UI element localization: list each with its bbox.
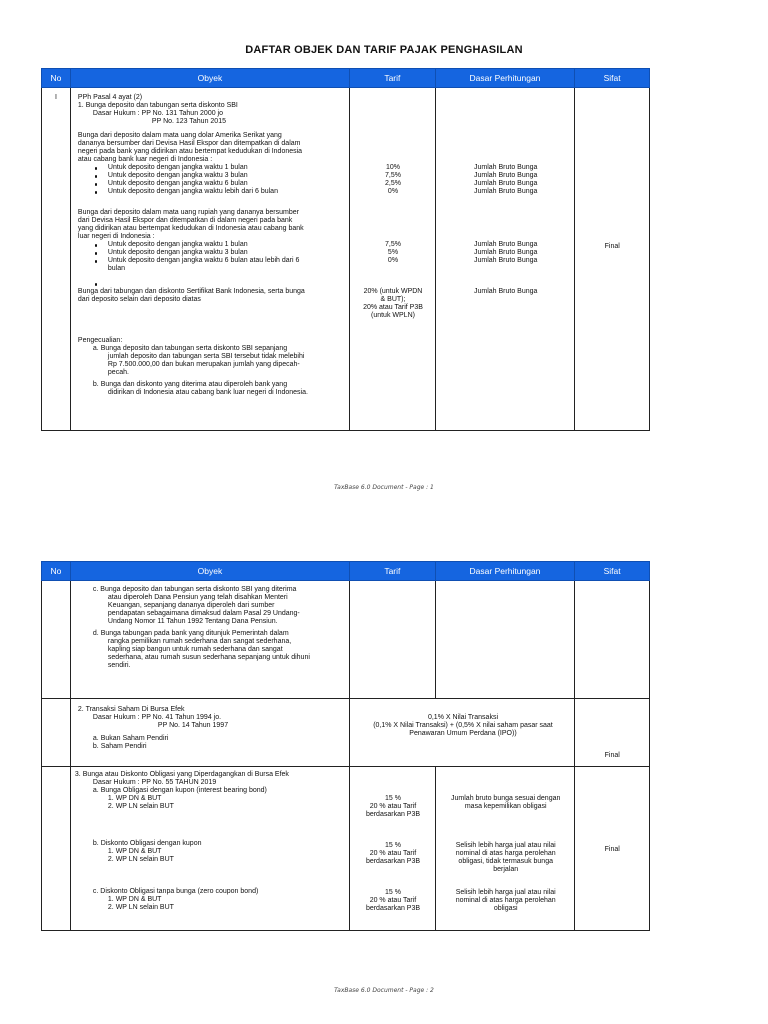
tarif-value: 5% (387, 249, 399, 256)
obyek-text: Untuk deposito dengan jangka waktu 6 bulan (107, 180, 248, 187)
obyek-text: dari deposito selain dari deposito diatas (77, 296, 201, 303)
tarif-value: 7,5% (385, 241, 401, 248)
obyek-text: b. Diskonto Obligasi dengan kupon (92, 840, 202, 847)
obyek-text: pecah. (107, 369, 129, 376)
dasar-value: Selisih lebih harga jual atau nilai (455, 842, 556, 849)
obyek-text: Untuk deposito dengan jangka waktu lebih dari 6 bulan (107, 188, 278, 195)
dasar-value: Jumlah Bruto Bunga (473, 288, 538, 295)
obyek-text: 3. Bunga atau Diskonto Obligasi yang Diperdagangkan di Bursa Efek (74, 771, 289, 778)
obyek-text: Rp 7.500.000,00 dan bukan merupakan jumlah yang dipecah- (107, 361, 300, 368)
tarif-value: 2,5% (385, 180, 401, 187)
tarif-value: 20 % atau Tarif (369, 803, 417, 810)
obyek-text: Dasar Hukum : PP No. 131 Tahun 2000 jo (92, 110, 224, 117)
obyek-text: Undang Nomor 11 Tahun 1992 Tentang Dana Pensiun. (107, 618, 278, 625)
tarif-value: & BUT); (380, 296, 406, 303)
dasar-value: nominal di atas harga perolehan (455, 897, 556, 904)
bullet-icon (95, 167, 98, 170)
dasar-value: Jumlah Bruto Bunga (473, 180, 538, 187)
bullet-icon (95, 283, 98, 286)
obyek-text: sendiri. (107, 662, 131, 669)
row-number: I (55, 94, 57, 101)
header-tarif: Tarif (350, 562, 436, 580)
obyek-text: dananya bersumber dari Devisa Hasil Ekspor dan ditempatkan di dalam (77, 140, 301, 147)
dasar-value: Jumlah Bruto Bunga (473, 241, 538, 248)
obyek-text: 2. WP LN selain BUT (107, 904, 174, 911)
header-sifat: Sifat (603, 566, 621, 576)
dasar-value: Jumlah Bruto Bunga (473, 172, 538, 179)
tarif-value: 0% (387, 257, 399, 264)
tarif-value: (untuk WPLN) (371, 312, 415, 319)
obyek-text: pendapatan sebagaimana dimaksud dalam Pasal 29 Undang- (107, 610, 300, 617)
table-header (41, 68, 650, 88)
tarif-value: 15 % (385, 795, 401, 802)
header-sifat: Sifat (603, 73, 621, 83)
tarif-value: 7,5% (385, 172, 401, 179)
obyek-text: 2. Transaksi Saham Di Bursa Efek (77, 706, 185, 713)
dasar-value: Jumlah Bruto Bunga (473, 164, 538, 171)
sifat-value: Final (604, 846, 620, 853)
obyek-text: kapling siap bangun untuk rumah sederhana dan sangat (107, 646, 283, 653)
tax-table-page-2 (41, 561, 650, 931)
table-row (41, 767, 650, 931)
header-dasar: Dasar Perhitungan (436, 562, 576, 580)
obyek-text: 2. WP LN selain BUT (107, 856, 174, 863)
obyek-text: luar negeri di Indonesia : (77, 233, 155, 240)
obyek-text: Untuk deposito dengan jangka waktu 1 bulan (107, 241, 248, 248)
obyek-text: Untuk deposito dengan jangka waktu 3 bulan (107, 249, 248, 256)
obyek-text: PPh Pasal 4 ayat (2) (77, 94, 143, 101)
obyek-text: jumlah deposito dan tabungan serta SBI tersebut tidak melebihi (107, 353, 305, 360)
obyek-text: 1. WP DN & BUT (107, 848, 162, 855)
obyek-text: a. Bunga Obligasi dengan kupon (interest bearing bond) (92, 787, 267, 794)
dasar-value: Jumlah bruto bunga sesuai dengan (451, 795, 561, 802)
tarif-value: 15 % (385, 842, 401, 849)
obyek-text: d. Bunga tabungan pada bank yang ditunjuk Pemerintah dalam (92, 630, 289, 637)
tarif-value: 0,1% X Nilai Transaksi (427, 714, 498, 721)
obyek-text: PP No. 14 Tahun 1997 (157, 722, 229, 729)
dasar-value: berjalan (493, 866, 519, 873)
dasar-value: Jumlah Bruto Bunga (473, 249, 538, 256)
header-obyek: Obyek (71, 562, 350, 580)
table-row (41, 581, 650, 699)
tarif-value: berdasarkan P3B (365, 858, 421, 865)
obyek-text: a. Bukan Saham Pendiri (92, 735, 169, 742)
obyek-text: didirikan di Indonesia atau cabang bank luar negeri di Indonesia. (107, 389, 308, 396)
obyek-text: Bunga dari deposito dalam mata uang rupiah yang dananya bersumber (77, 209, 299, 216)
bullet-icon (95, 183, 98, 186)
obyek-text: atau cabang bank luar negeri di Indonesia : (77, 156, 213, 163)
obyek-text: Untuk deposito dengan jangka waktu 1 bulan (107, 164, 248, 171)
obyek-text: bulan (107, 265, 126, 272)
tarif-value: 20% (untuk WPDN (363, 288, 423, 295)
obyek-text: 1. WP DN & BUT (107, 795, 162, 802)
header-obyek: Obyek (71, 69, 350, 87)
bullet-icon (95, 175, 98, 178)
dasar-value: masa kepemilikan obligasi (464, 803, 547, 810)
page-title: DAFTAR OBJEK DAN TARIF PAJAK PENGHASILAN (245, 44, 523, 56)
bullet-icon (95, 191, 98, 194)
obyek-text: Dasar Hukum : PP No. 41 Tahun 1994 jo. (92, 714, 222, 721)
dasar-value: Jumlah Bruto Bunga (473, 188, 538, 195)
tarif-value: 15 % (385, 889, 401, 896)
dasar-value: Selisih lebih harga jual atau nilai (455, 889, 556, 896)
obyek-text: a. Bunga deposito dan tabungan serta diskonto SBI sepanjang (92, 345, 288, 352)
obyek-text: dari Devisa Hasil Ekspor dan ditempatkan di dalam negeri pada bank (77, 217, 293, 224)
table-header (41, 561, 650, 581)
bullet-icon (95, 252, 98, 255)
sifat-value: Final (604, 243, 620, 250)
header-no: No (42, 562, 71, 580)
obyek-text: Bunga dari deposito dalam mata uang dolar Amerika Serikat yang (77, 132, 282, 139)
obyek-text: b. Saham Pendiri (92, 743, 147, 750)
obyek-text: PP No. 123 Tahun 2015 (151, 118, 226, 125)
page-footer: TaxBase 6.0 Document - Page : 2 (334, 987, 434, 994)
tarif-value: 20 % atau Tarif (369, 850, 417, 857)
bullet-icon (95, 244, 98, 247)
obyek-text: Keuangan, sepanjang dananya diperoleh dari sumber (107, 602, 275, 609)
bullet-icon (95, 260, 98, 263)
tarif-value: 20 % atau Tarif (369, 897, 417, 904)
tarif-value: 10% (385, 164, 400, 171)
obyek-text: Bunga dari tabungan dan diskonto Sertifikat Bank Indonesia, serta bunga (77, 288, 305, 295)
obyek-text: Untuk deposito dengan jangka waktu 6 bulan atau lebih dari 6 (107, 257, 300, 264)
table-row (41, 699, 650, 767)
obyek-text: Untuk deposito dengan jangka waktu 3 bulan (107, 172, 248, 179)
obyek-text: c. Bunga deposito dan tabungan serta diskonto SBI yang diterima (92, 586, 297, 593)
obyek-text: 1. WP DN & BUT (107, 896, 162, 903)
tarif-value: berdasarkan P3B (365, 905, 421, 912)
obyek-text: negeri pada bank yang didirikan atau bertempat kedudukan di Indonesia (77, 148, 303, 155)
tarif-value: 20% atau Tarif P3B (363, 304, 423, 311)
tarif-value: Penawaran Umum Perdana (IPO)) (409, 730, 517, 737)
table-row (41, 88, 650, 431)
header-no: No (42, 69, 71, 87)
dasar-value: obligasi (493, 905, 518, 912)
dasar-value: Jumlah Bruto Bunga (473, 257, 538, 264)
obyek-text: yang didirikan atau bertempat kedudukan di Indonesia atau cabang bank (77, 225, 304, 232)
obyek-text: Pengecualian: (77, 337, 123, 344)
obyek-text: sederhana, atau rumah susun sederhana sepanjang untuk dihuni (107, 654, 310, 661)
header-tarif: Tarif (350, 69, 436, 87)
obyek-text: rangka pemilikan rumah sederhana dan sangat sederhana, (107, 638, 292, 645)
obyek-text: b. Bunga dan diskonto yang diterima atau diperoleh bank yang (92, 381, 288, 388)
obyek-text: Dasar Hukum : PP No. 55 TAHUN 2019 (92, 779, 217, 786)
tarif-value: 0% (387, 188, 399, 195)
page-footer: TaxBase 6.0 Document - Page : 1 (334, 484, 434, 491)
obyek-text: 1. Bunga deposito dan tabungan serta diskonto SBI (77, 102, 238, 109)
obyek-text: atau diperoleh Dana Pensiun yang telah disahkan Menteri (107, 594, 288, 601)
header-dasar: Dasar Perhitungan (436, 69, 576, 87)
tarif-value: (0,1% X Nilai Transaksi) + (0,5% X nilai saham pasar saat (373, 722, 553, 729)
obyek-text: c. Diskonto Obligasi tanpa bunga (zero coupon bond) (92, 888, 259, 895)
dasar-value: nominal di atas harga perolehan (455, 850, 556, 857)
sifat-value: Final (604, 752, 620, 759)
dasar-value: obligasi, tidak termasuk bunga (458, 858, 553, 865)
tarif-value: berdasarkan P3B (365, 811, 421, 818)
obyek-text: 2. WP LN selain BUT (107, 803, 174, 810)
tax-table-page-1 (41, 68, 650, 431)
